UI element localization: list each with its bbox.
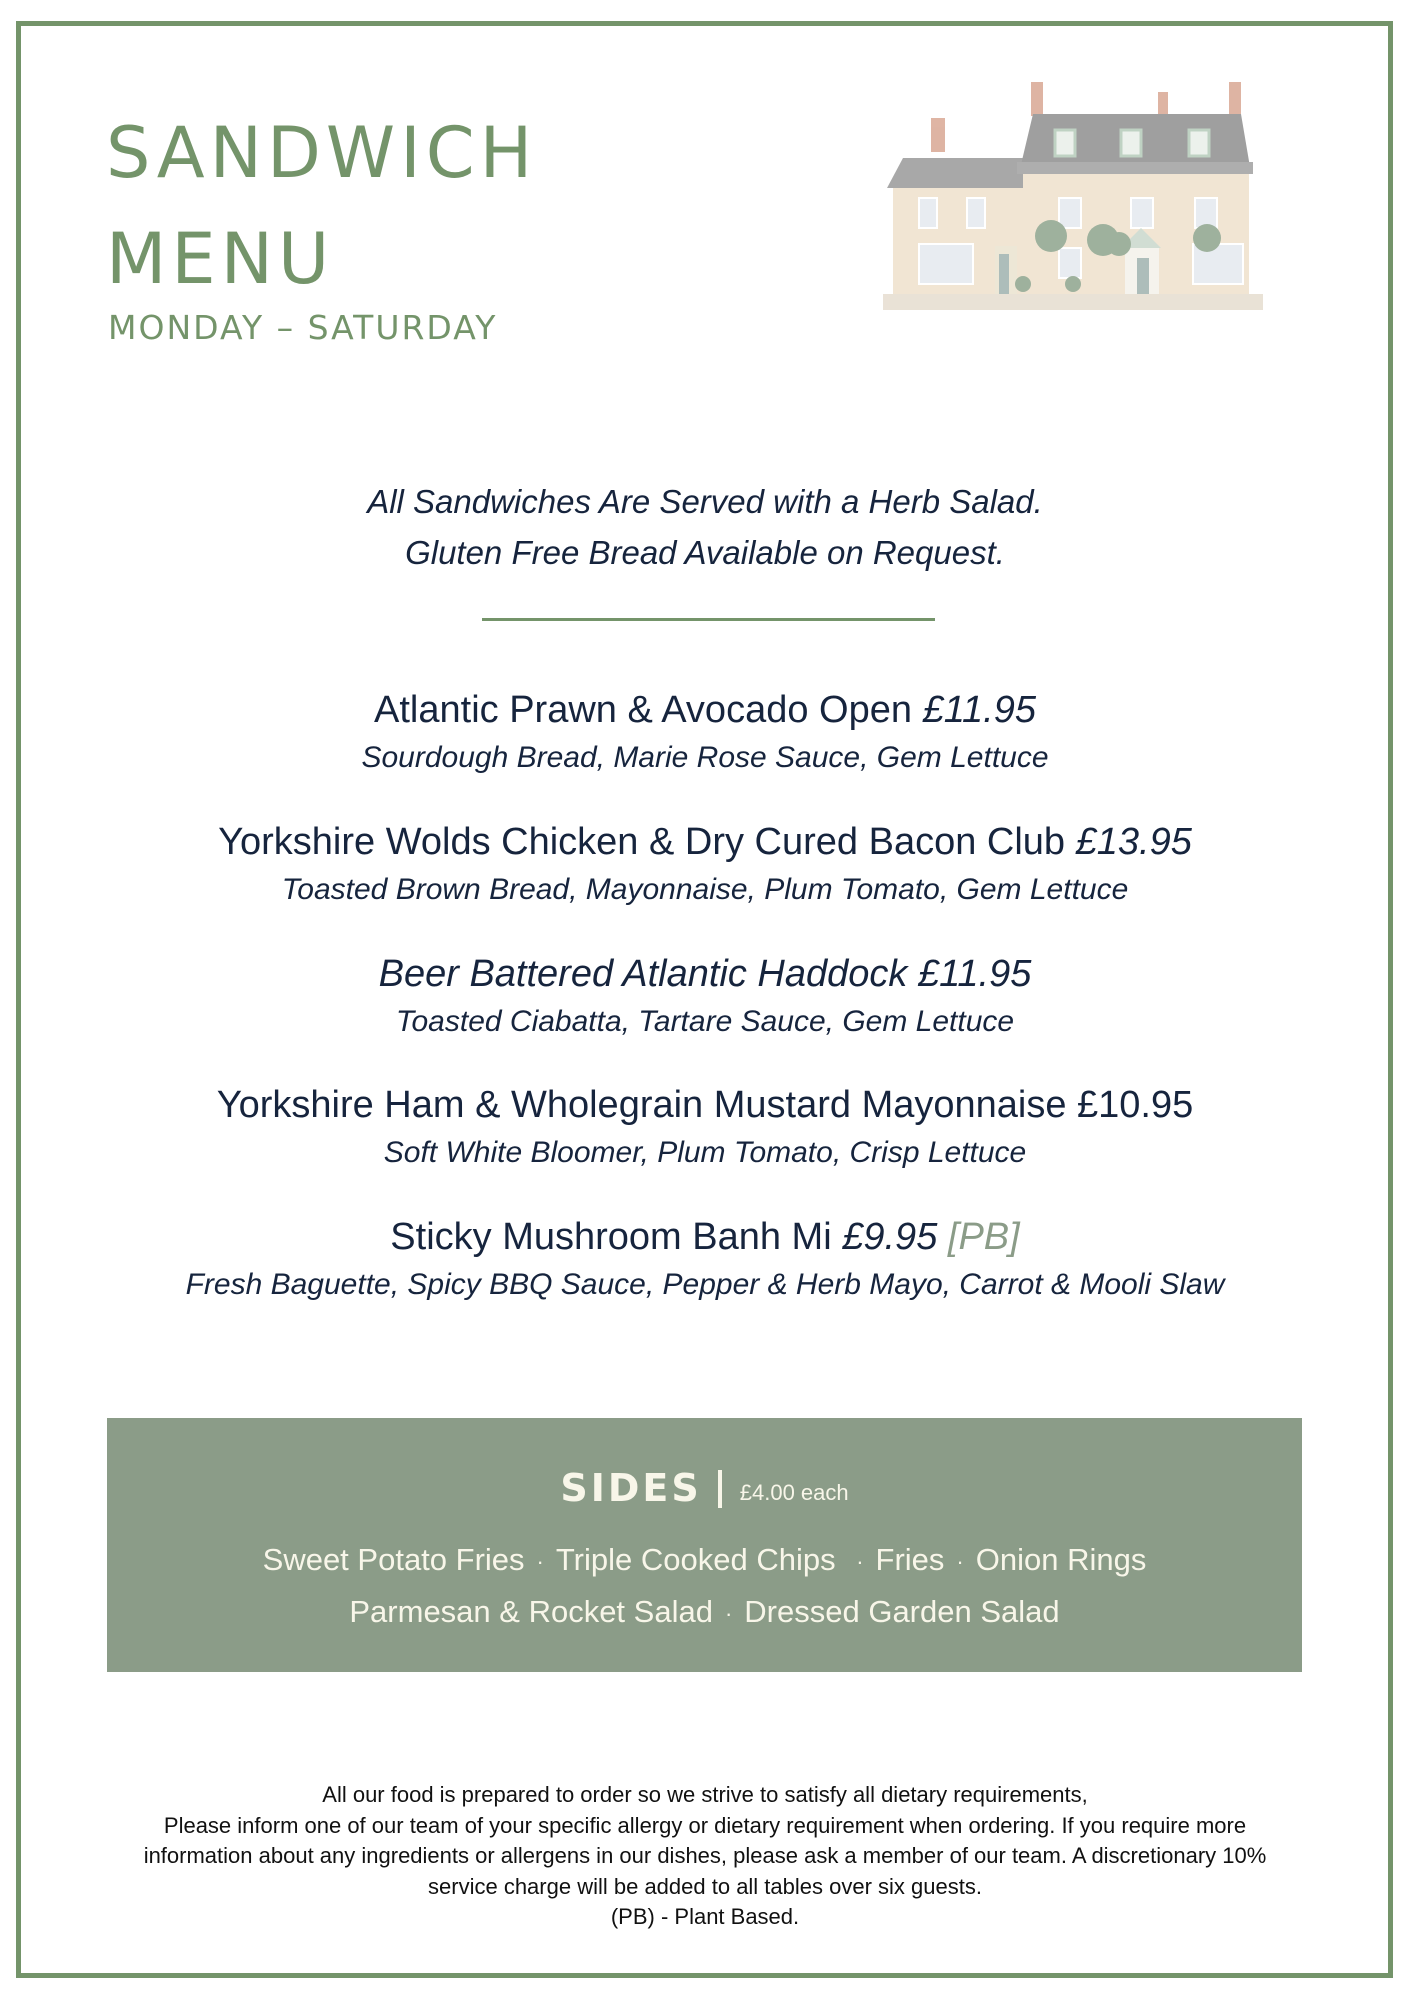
footer-line-1: All our food is prepared to order so we strive to satisfy all dietary requirements, xyxy=(322,1782,1088,1807)
menu-item-price: £11.95 xyxy=(922,689,1036,731)
menu-item-name: Beer Battered Atlantic Haddock xyxy=(378,953,908,995)
sides-panel xyxy=(107,1418,1302,1672)
menu-item xyxy=(0,818,1410,910)
menu-item xyxy=(0,686,1410,778)
title-line-1: SANDWICH xyxy=(106,112,538,194)
side-item: Triple Cooked Chips xyxy=(555,1542,836,1577)
days-subtitle: MONDAY – SATURDAY xyxy=(108,308,498,347)
dot-separator: · xyxy=(536,1548,544,1574)
page-title xyxy=(106,100,537,312)
menu-item-description: Toasted Ciabatta, Tartare Sauce, Gem Lettuce xyxy=(395,1005,1015,1038)
title-line-2: MENU xyxy=(106,218,335,300)
dot-separator: · xyxy=(856,1548,864,1574)
dot-separator: · xyxy=(724,1600,733,1626)
intro-line-1: All Sandwiches Are Served with a Herb Salad. xyxy=(367,483,1043,520)
menu-item-name: Sticky Mushroom Banh Mi xyxy=(390,1216,832,1258)
footer-line-4: service charge will be added to all tables over six guests. xyxy=(428,1873,982,1899)
side-item: Sweet Potato Fries xyxy=(262,1542,525,1577)
side-item: Dressed Garden Salad xyxy=(744,1594,1060,1629)
menu-item-description: Soft White Bloomer, Plum Tomato, Crisp Lettuce xyxy=(383,1136,1027,1169)
menu-item-price: £13.95 xyxy=(1075,821,1192,863)
menu-item-title xyxy=(0,1213,1410,1261)
dot-separator: · xyxy=(956,1548,964,1574)
allergen-footer xyxy=(40,1780,1370,1933)
menu-item-price: £9.95 xyxy=(842,1216,938,1258)
sides-header xyxy=(107,1458,1302,1508)
side-item: Parmesan & Rocket Salad xyxy=(349,1594,713,1629)
menu-item-name: Yorkshire Wolds Chicken & Dry Cured Bacon Club xyxy=(218,821,1066,863)
sides-price: £4.00 each xyxy=(739,1480,849,1505)
menu-item xyxy=(0,950,1410,1042)
menu-item-description: Fresh Baguette, Spicy BBQ Sauce, Pepper & Herb Mayo, Carrot & Mooli Slaw xyxy=(185,1268,1225,1301)
menu-item-name: Atlantic Prawn & Avocado Open xyxy=(374,689,912,731)
footer-line-5: (PB) - Plant Based. xyxy=(610,1904,800,1929)
menu-item-price: £10.95 xyxy=(1077,1084,1194,1126)
menu-item-title xyxy=(0,686,1410,734)
section-divider xyxy=(482,618,935,621)
footer-line-3: information about any ingredients or allergens in our dishes, please ask a member of our team. A discretionary 10% xyxy=(143,1843,1267,1868)
menu-item-title xyxy=(0,818,1410,866)
sides-line-2 xyxy=(107,1592,1302,1634)
sides-line-1 xyxy=(107,1540,1302,1582)
side-item: Fries xyxy=(875,1542,945,1577)
menu-item xyxy=(0,1213,1410,1305)
menu-item-name: Yorkshire Ham & Wholegrain Mustard Mayonnaise xyxy=(216,1084,1067,1126)
menu-item-title xyxy=(0,1081,1410,1129)
menu-item-price: £11.95 xyxy=(917,953,1032,995)
menu-item-description: Toasted Brown Bread, Mayonnaise, Plum Tomato, Gem Lettuce xyxy=(281,873,1129,906)
side-item: Onion Rings xyxy=(975,1542,1147,1577)
pub-building-illustration xyxy=(883,78,1263,314)
menu-item-description: Sourdough Bread, Marie Rose Sauce, Gem Lettuce xyxy=(361,741,1049,774)
sides-separator-bar xyxy=(718,1470,722,1508)
plant-based-tag: [PB] xyxy=(947,1216,1020,1258)
menu-item xyxy=(0,1081,1410,1173)
footer-line-2: Please inform one of our team of your specific allergy or dietary requirement when ordering. If you require more xyxy=(163,1812,1247,1838)
sides-title: SIDES xyxy=(560,1466,702,1510)
menu-item-title xyxy=(0,950,1410,998)
intro-line-2: Gluten Free Bread Available on Request. xyxy=(405,534,1005,571)
